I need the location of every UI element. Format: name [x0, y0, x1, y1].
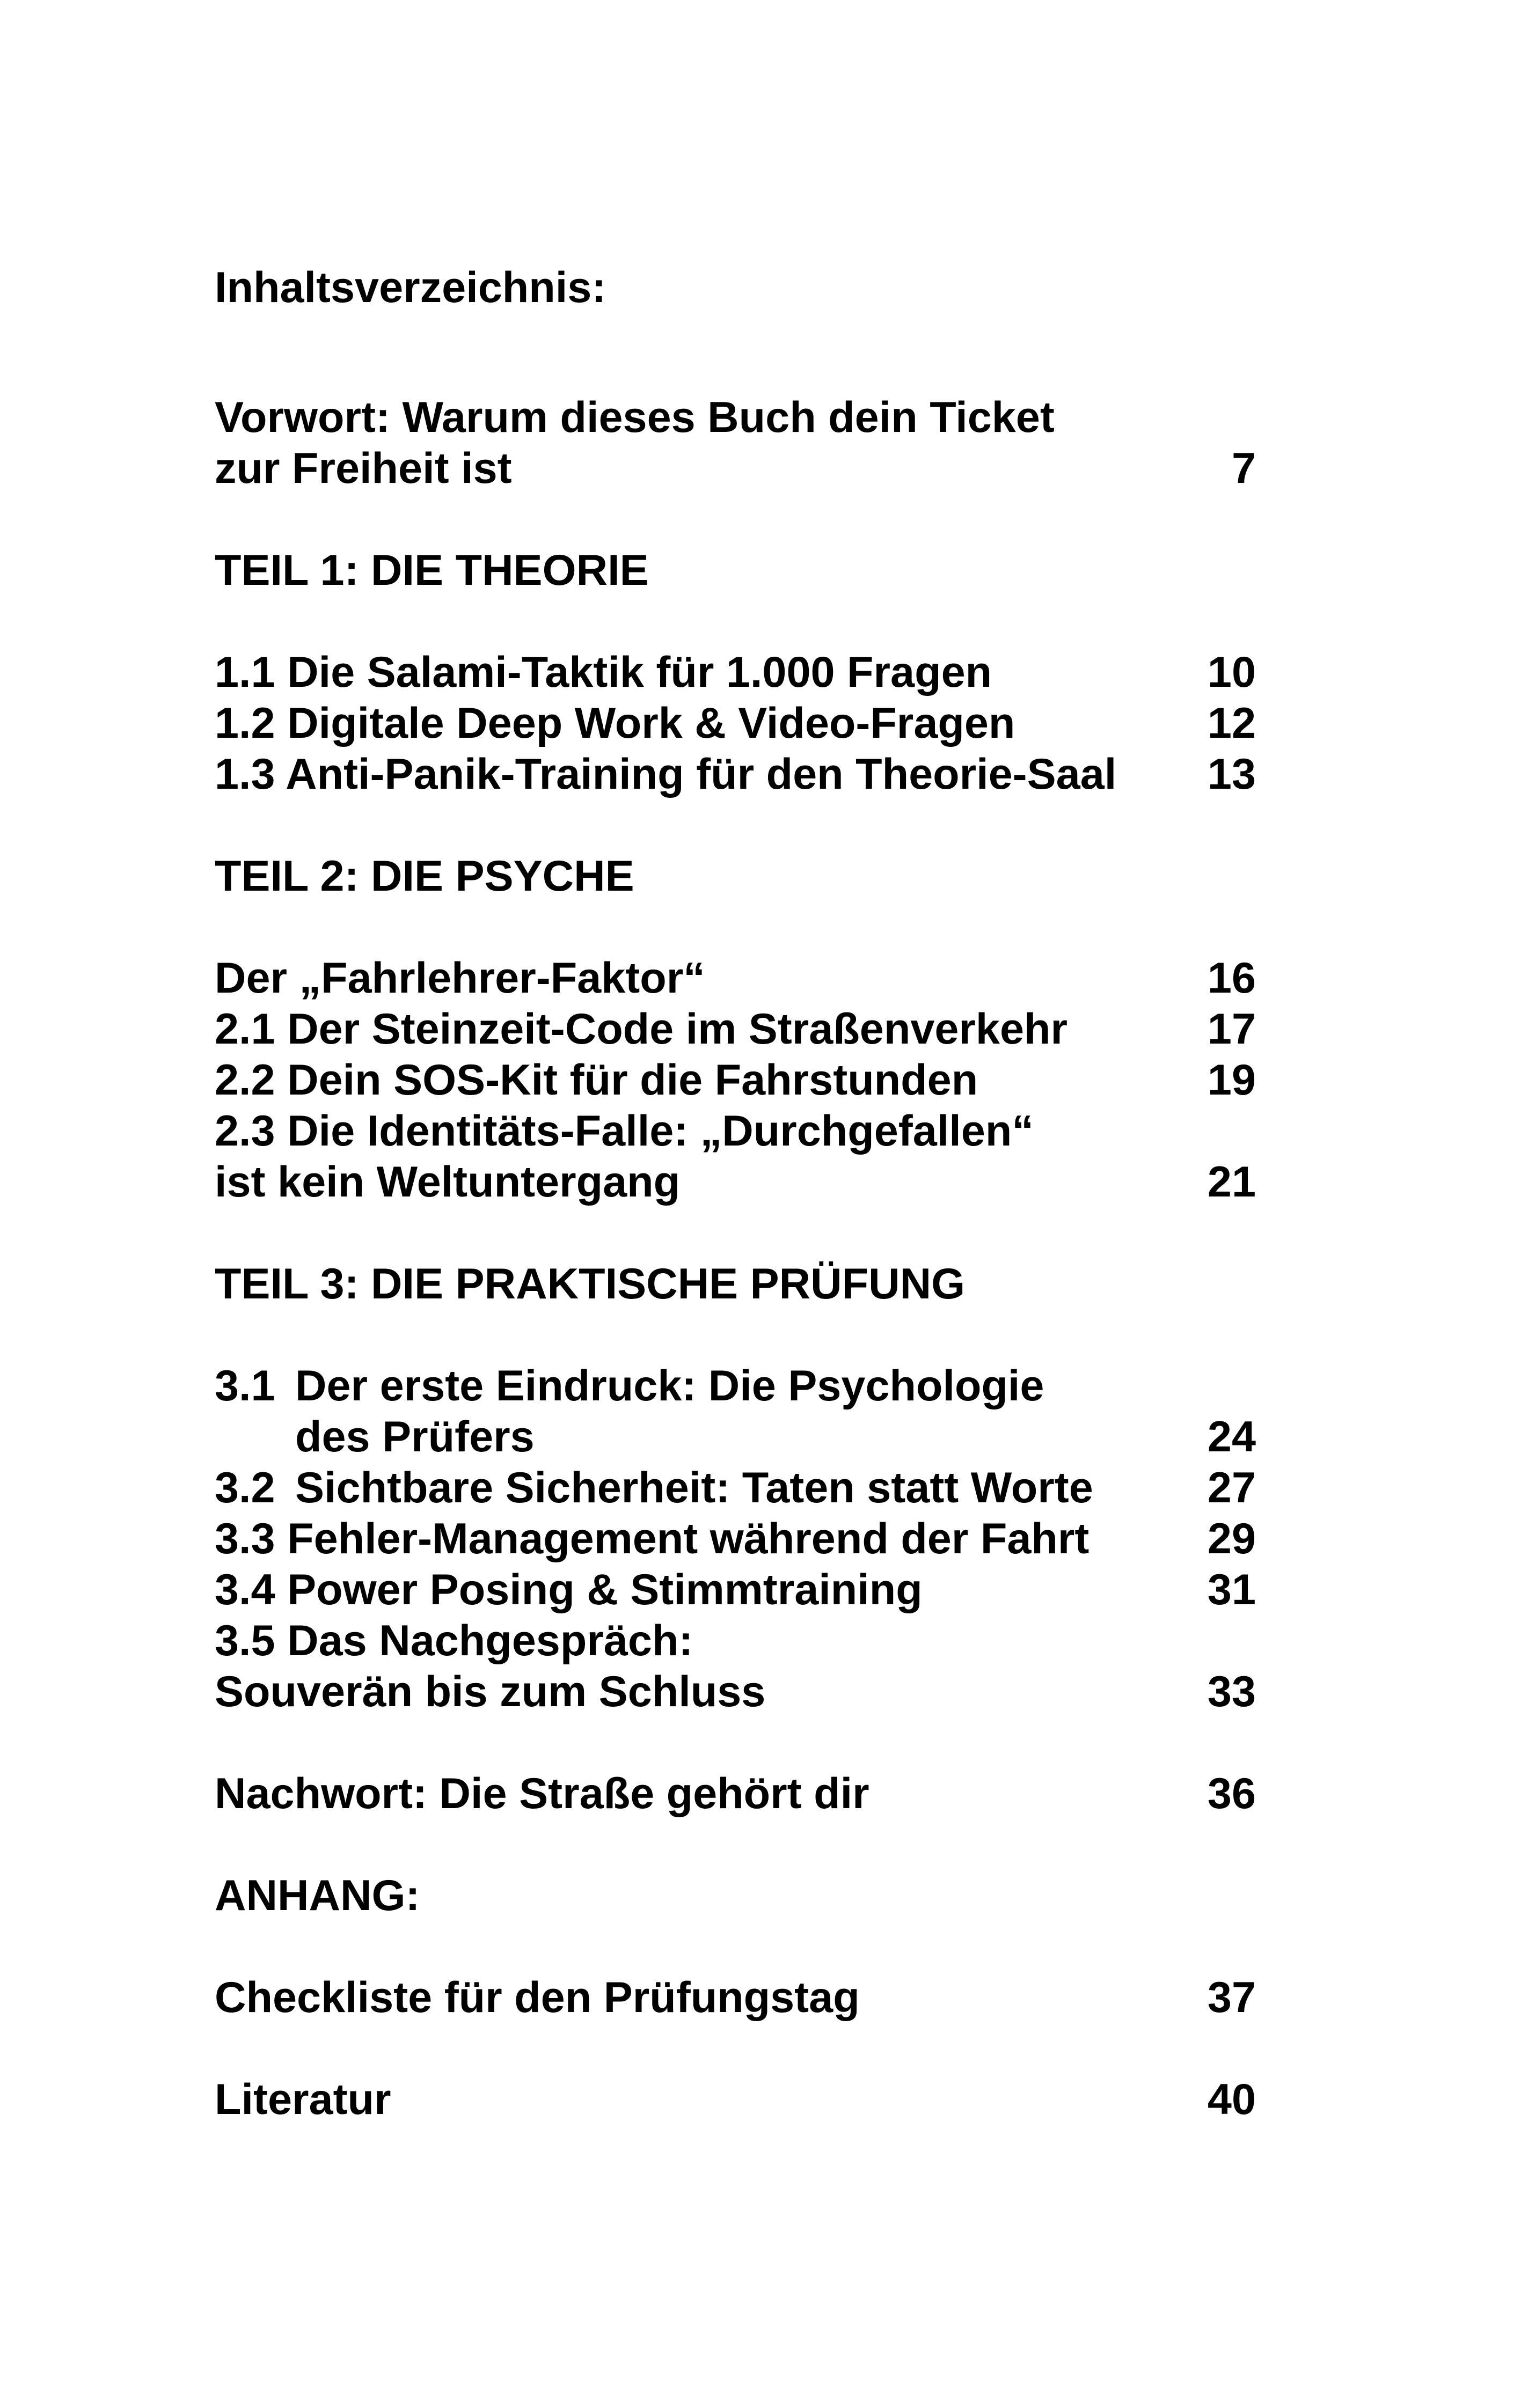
- toc-entry-page: 10: [1207, 648, 1256, 696]
- toc-entry-text: Nachwort: Die Straße gehört dir: [215, 1770, 869, 1818]
- toc-entry-number: 3.1: [215, 1362, 275, 1410]
- toc-entry-page: 40: [1207, 2075, 1256, 2124]
- toc-entry-fahrlehrer-faktor: [215, 952, 1256, 1004]
- toc-heading-appendix: [215, 1870, 1256, 1921]
- toc-entry-2-2: [215, 1054, 1256, 1106]
- toc-entry-page: 7: [1231, 444, 1256, 493]
- toc-entry-3-4: [215, 1564, 1256, 1616]
- toc-entry-text: Der „Fahrlehrer-Faktor“: [215, 954, 705, 1002]
- toc-entry-page: 29: [1207, 1515, 1256, 1563]
- toc-entry-page: 31: [1207, 1566, 1256, 1614]
- toc-entry-text: TEIL 3: DIE PRAKTISCHE PRÜFUNG: [215, 1260, 966, 1308]
- toc-entry-2-1: [215, 1003, 1256, 1055]
- toc-entry-afterword: [215, 1768, 1256, 1819]
- toc-entry-3-3: [215, 1513, 1256, 1565]
- toc-entry-3-2: [215, 1462, 1256, 1514]
- toc-entry-1-1: [215, 647, 1256, 698]
- toc-heading-part-1: [215, 545, 1256, 596]
- toc-entry-2-3-line-1: [215, 1105, 1256, 1157]
- toc-entry-2-3-line-2: [215, 1156, 1256, 1208]
- toc-entry-text: 3.4 Power Posing & Stimmtraining: [215, 1566, 923, 1614]
- toc-entry-page: 37: [1207, 1973, 1256, 2022]
- toc-entry-text: zur Freiheit ist: [215, 444, 512, 493]
- toc-entry-text: Vorwort: Warum dieses Buch dein Ticket: [215, 393, 1055, 442]
- toc-entry-text: 1.3 Anti-Panik-Training für den Theorie-Saal: [215, 750, 1117, 798]
- toc-entry-3-1-line-1: [215, 1360, 1256, 1412]
- toc-entry-literature: [215, 2074, 1256, 2125]
- toc-entry-text: 1.1 Die Salami-Taktik für 1.000 Fragen: [215, 648, 992, 696]
- toc-entry-text: Der erste Eindruck: Die Psychologie: [295, 1362, 1044, 1410]
- toc-entry-text: TEIL 1: DIE THEORIE: [215, 546, 649, 594]
- toc-entry-page: 13: [1207, 750, 1256, 798]
- toc-heading-part-3: [215, 1258, 1256, 1310]
- toc-entry-foreword-line-2: [215, 443, 1256, 494]
- toc-entry-text: TEIL 2: DIE PSYCHE: [215, 852, 634, 900]
- toc-entry-foreword-line-1: [215, 392, 1256, 443]
- toc-entry-text: Checkliste für den Prüfungstag: [215, 1973, 860, 2022]
- toc-entry-3-5-line-1: [215, 1615, 1256, 1666]
- toc-entry-page: 24: [1207, 1413, 1256, 1461]
- toc-entry-3-5-line-2: [215, 1666, 1256, 1717]
- toc-heading-part-2: [215, 850, 1256, 902]
- toc-entry-1-2: [215, 698, 1256, 749]
- toc-entry-page: 17: [1207, 1005, 1256, 1053]
- toc-entry-text: 1.2 Digitale Deep Work & Video-Fragen: [215, 699, 1015, 747]
- toc-entry-text: Souverän bis zum Schluss: [215, 1668, 766, 1716]
- toc-entry-page: 27: [1207, 1464, 1256, 1512]
- toc-entry-number: 3.2: [215, 1464, 275, 1512]
- toc-entry-text: ANHANG:: [215, 1871, 420, 1920]
- toc-entry-page: 21: [1207, 1158, 1256, 1206]
- toc-entry-text: 2.3 Die Identitäts-Falle: „Durchgefallen“: [215, 1107, 1034, 1155]
- toc-entry-text: des Prüfers: [295, 1413, 535, 1461]
- toc-entry-checklist: [215, 1972, 1256, 2023]
- toc-title: Inhaltsverzeichnis:: [215, 263, 606, 312]
- toc-entry-page: 33: [1207, 1668, 1256, 1716]
- toc-entry-1-3: [215, 748, 1256, 800]
- toc-entry-text: Literatur: [215, 2075, 391, 2124]
- toc-entry-text: ist kein Weltuntergang: [215, 1158, 681, 1206]
- toc-entry-text: 3.3 Fehler-Management während der Fahrt: [215, 1515, 1089, 1563]
- toc-entry-page: 16: [1207, 954, 1256, 1002]
- toc-entry-text: 3.5 Das Nachgespräch:: [215, 1617, 693, 1665]
- toc-entry-page: 19: [1207, 1056, 1256, 1104]
- toc-entry-text: Sichtbare Sicherheit: Taten statt Worte: [295, 1464, 1093, 1512]
- toc-entry-text: 2.1 Der Steinzeit-Code im Straßenverkehr: [215, 1005, 1068, 1053]
- toc-entry-text: 2.2 Dein SOS-Kit für die Fahrstunden: [215, 1056, 978, 1104]
- toc-entry-page: 12: [1207, 699, 1256, 747]
- toc-entry-3-1-line-2: [215, 1411, 1256, 1463]
- toc-entry-page: 36: [1207, 1770, 1256, 1818]
